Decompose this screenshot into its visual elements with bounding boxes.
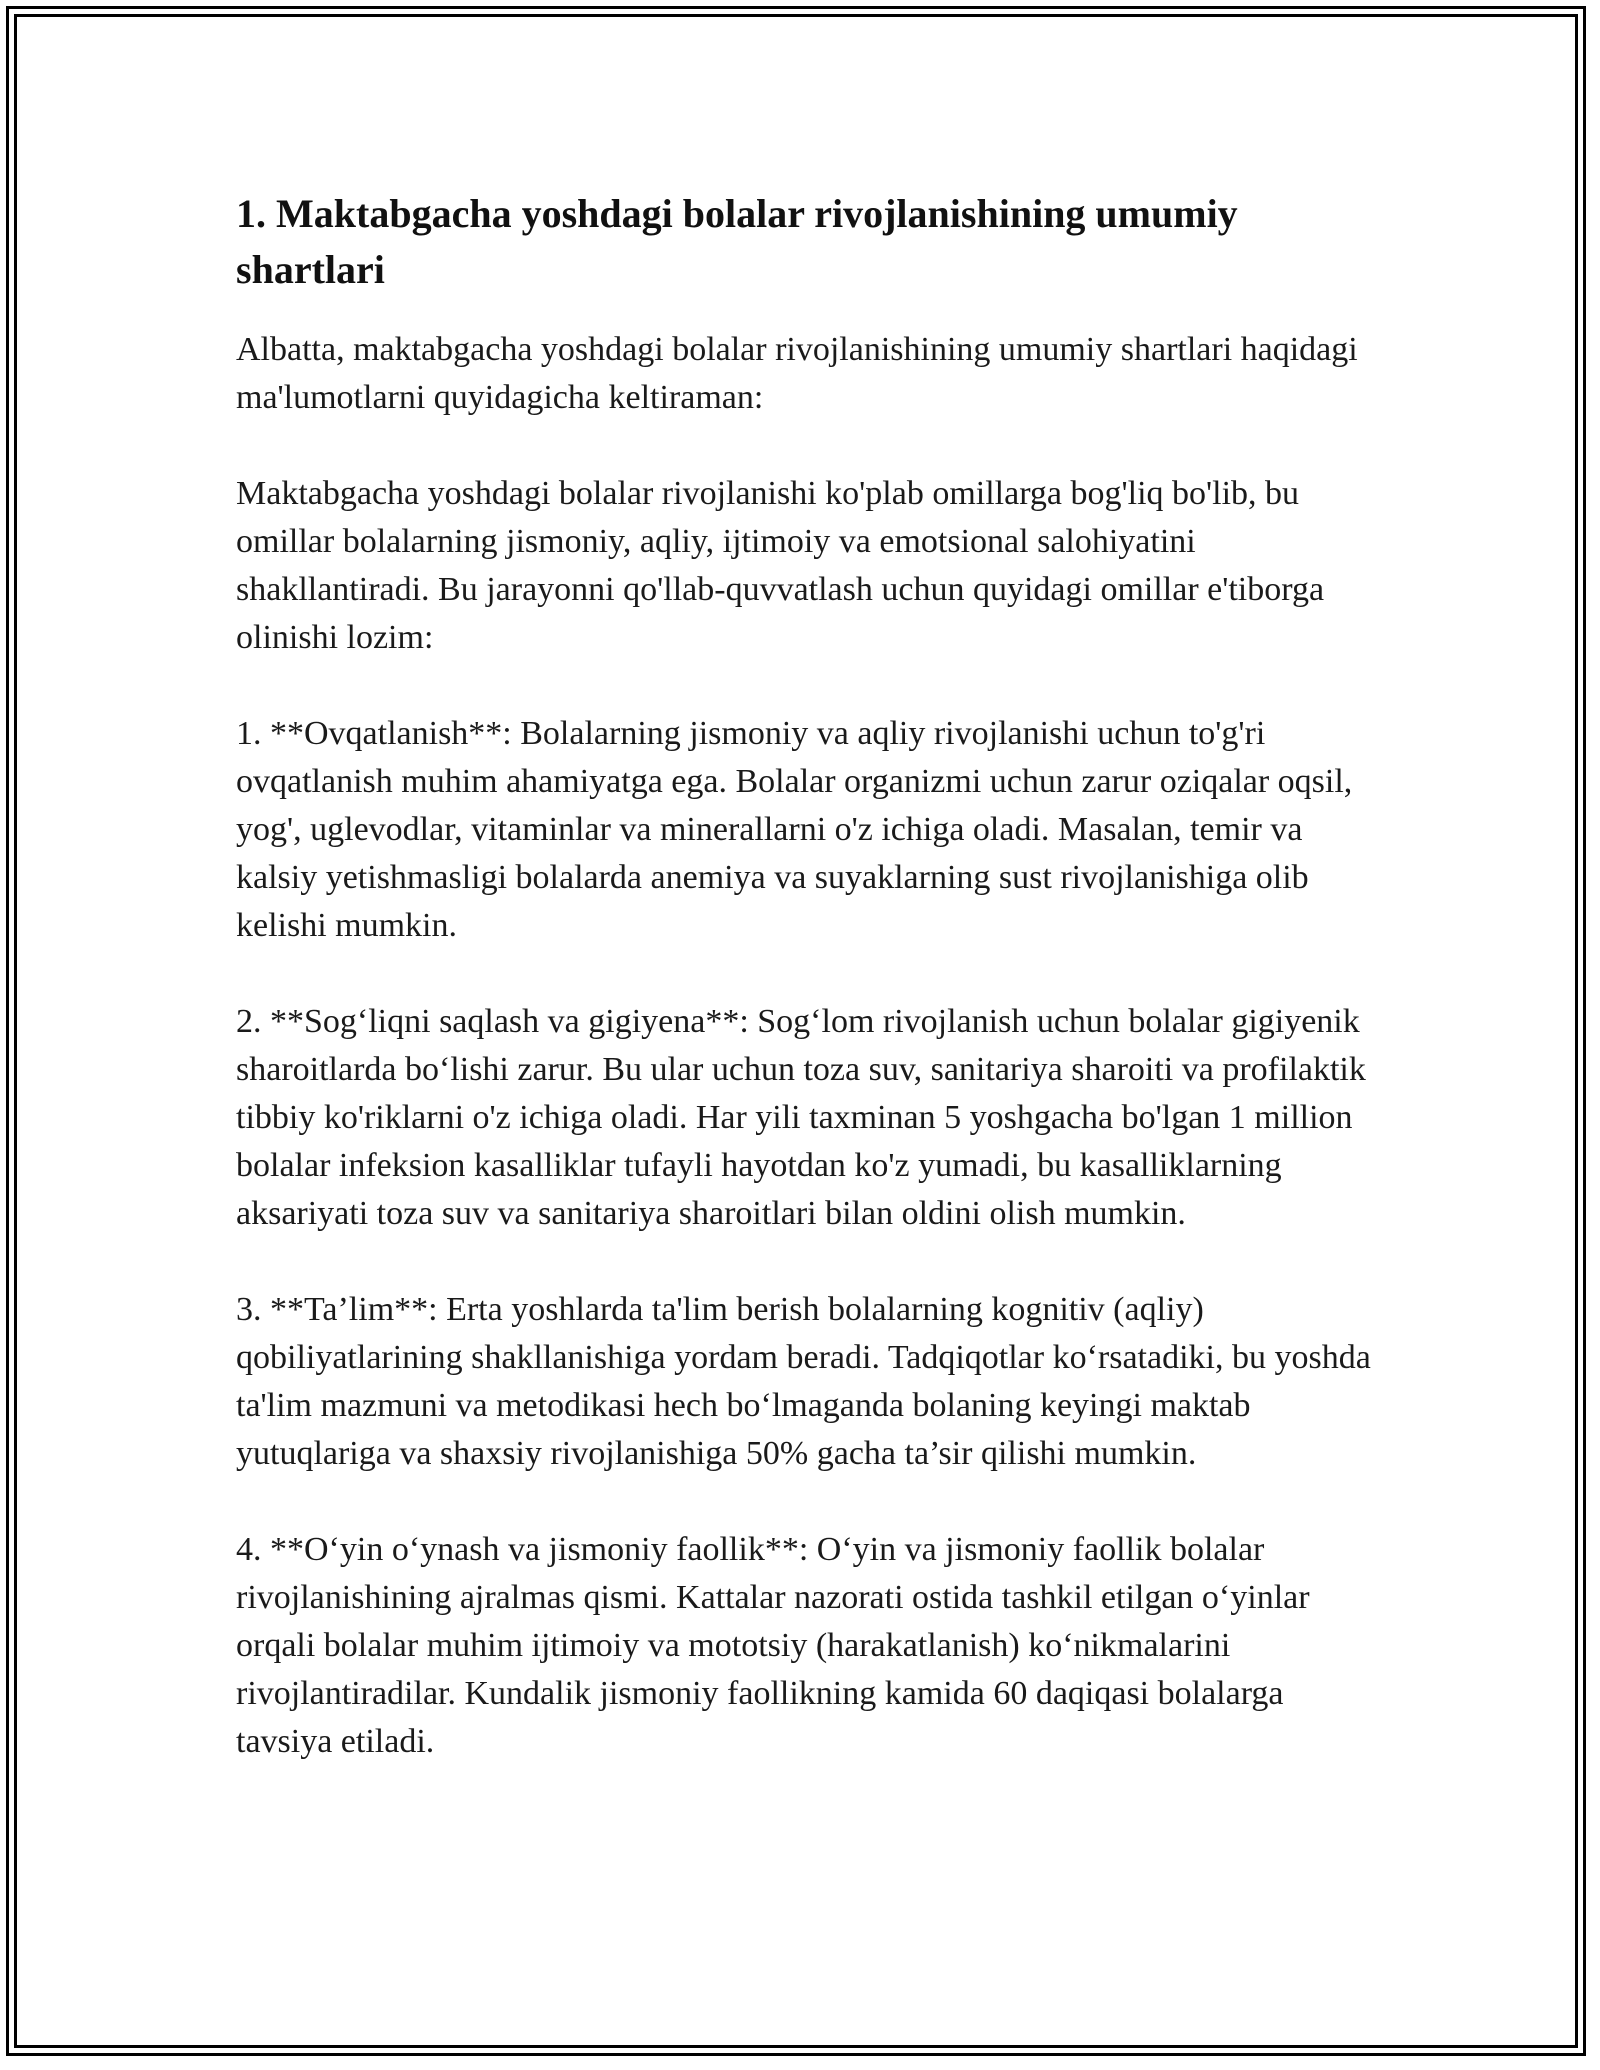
document-body xyxy=(236,186,1376,1814)
paragraph-education: 3. **Ta’lim**: Erta yoshlarda ta'lim berish bolalarning kognitiv (aqliy) qobiliyatlarining shakllanishiga yordam beradi. Tadqiqotlar ko‘rsatadiki, bu yoshda ta'lim mazmuni va metodikasi hech bo‘lmaganda bolaning keyingi maktab yutuqlariga va shaxsiy rivojlanishiga 50% gacha ta’sir qilishi mumkin. xyxy=(236,1291,1371,1472)
paragraph-overview: Maktabgacha yoshdagi bolalar rivojlanishi ko'plab omillarga bog'liq bo'lib, bu omillar bolalarning jismoniy, aqliy, ijtimoiy va emotsional salohiyatini shakllantiradi. Bu jarayonni qo'llab-quvvatlash uchun quyidagi omillar e'tiborga olinishi lozim: xyxy=(236,475,1325,656)
paragraph-play-activity: 4. **O‘yin o‘ynash va jismoniy faollik**: O‘yin va jismoniy faollik bolalar rivojlanishining ajralmas qismi. Kattalar nazorati ostida tashkil etilgan o‘yinlar orqali bolalar muhim ijtimoiy va mototsiy (harakatlanish) ko‘nikmalarini rivojlantiradilar. Kundalik jismoniy faollikning kamida 60 daqiqasi bolalarga tavsiya etiladi. xyxy=(236,1531,1310,1760)
paragraph-health-hygiene: 2. **Sog‘liqni saqlash va gigiyena**: Sog‘lom rivojlanish uchun bolalar gigiyenik sharoitlarda bo‘lishi zarur. Bu ular uchun toza suv, sanitariya sharoiti va profilaktik tibbiy ko'riklarni o'z ichiga oladi. Har yili taxminan 5 yoshgacha bo'lgan 1 million bolalar infeksion kasalliklar tufayli hayotdan ko'z yumadi, bu kasalliklarning aksariyati toza suv va sanitariya sharoitlari bilan oldini olish mumkin. xyxy=(236,1003,1366,1232)
paragraph-intro: Albatta, maktabgacha yoshdagi bolalar rivojlanishining umumiy shartlari haqidagi ma'lumotlarni quyidagicha keltiraman: xyxy=(236,331,1358,416)
paragraph-nutrition: 1. **Ovqatlanish**: Bolalarning jismoniy va aqliy rivojlanishi uchun to'g'ri ovqatlanish muhim ahamiyatga ega. Bolalar organizmi uchun zarur oziqalar oqsil, yog', uglevodlar, vitaminlar va minerallarni o'z ichiga oladi. Masalan, temir va kalsiy yetishmasligi bolalarda anemiya va suyaklarning sust rivojlanishiga olib kelishi mumkin. xyxy=(236,715,1353,944)
document-title: 1. Maktabgacha yoshdagi bolalar rivojlanishining umumiy shartlari xyxy=(236,191,1238,292)
